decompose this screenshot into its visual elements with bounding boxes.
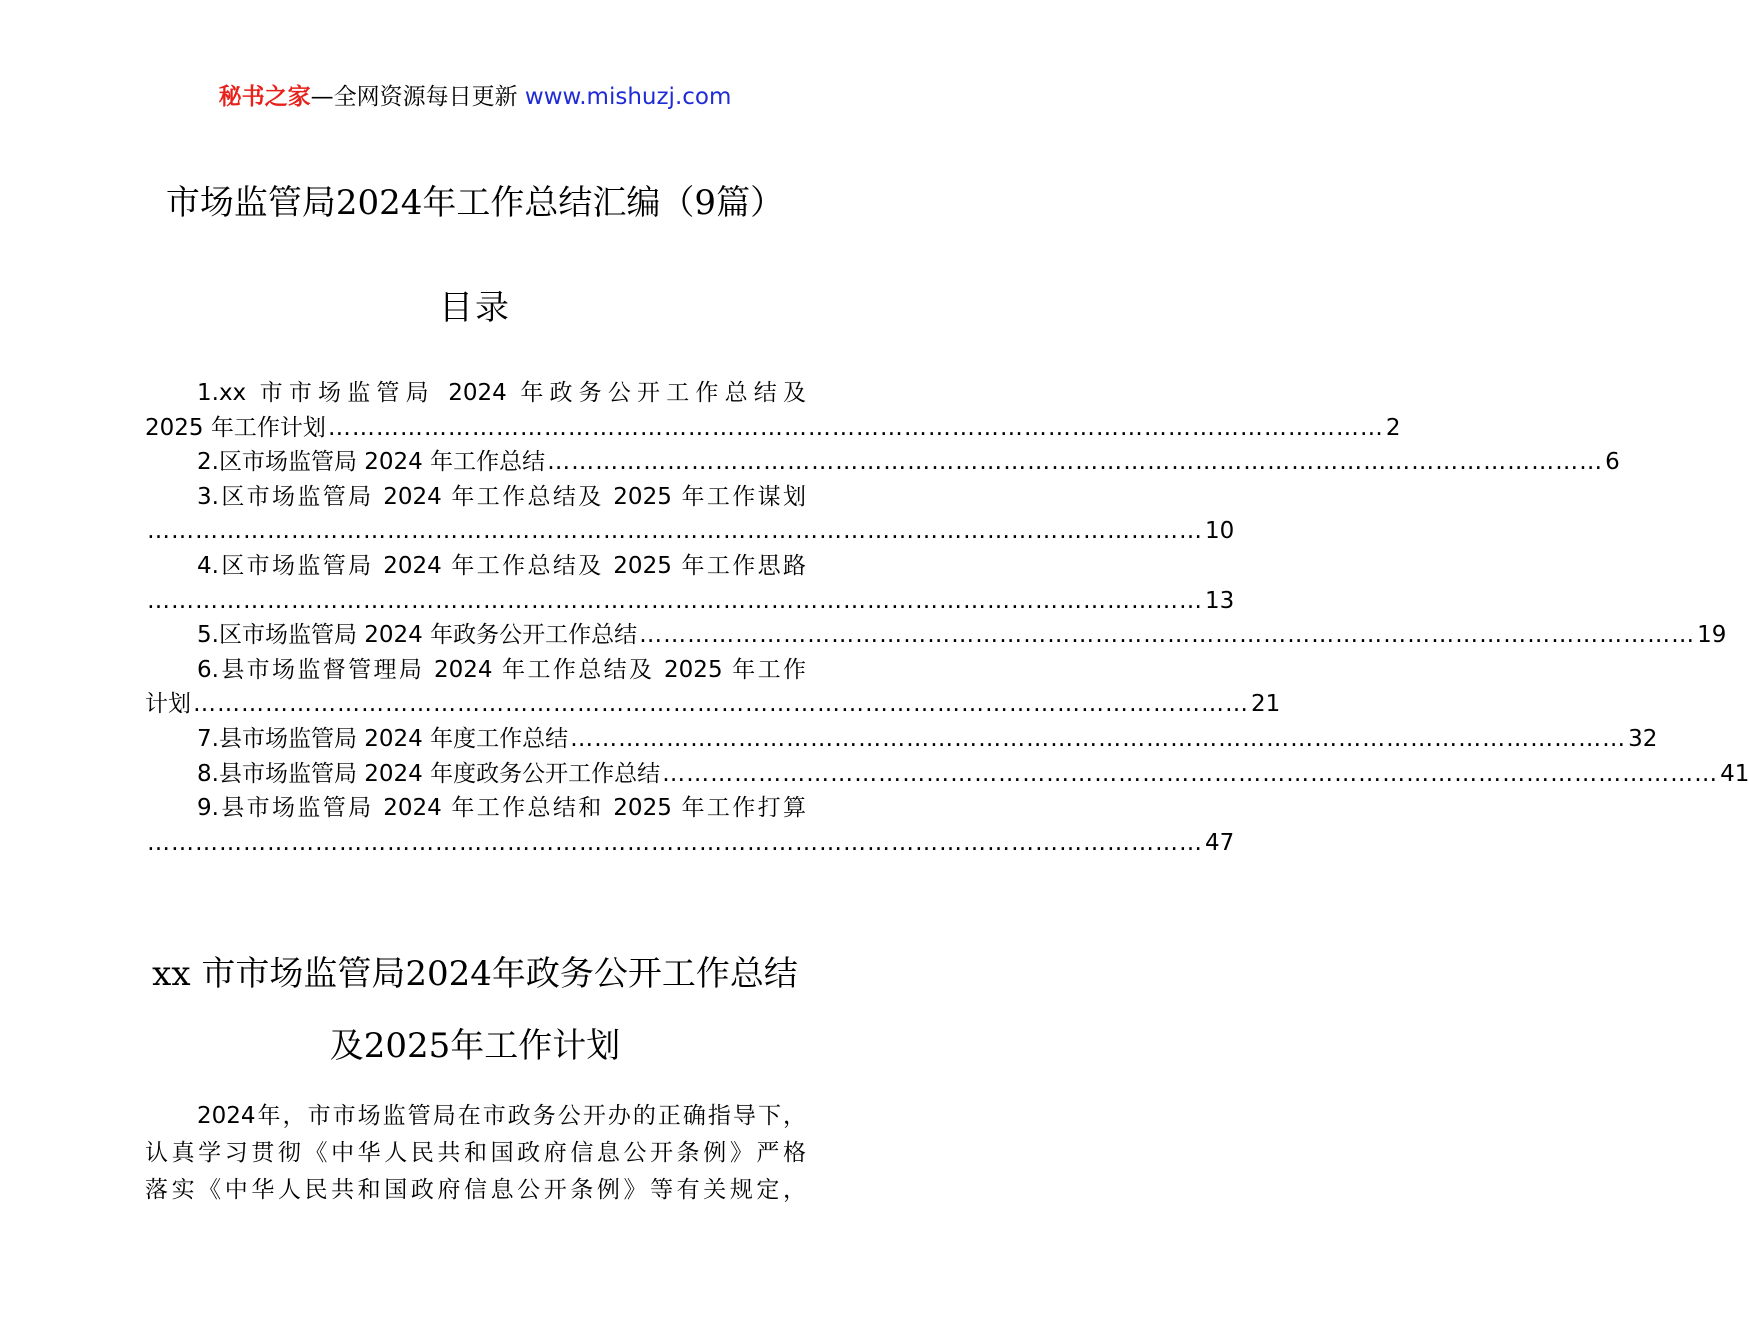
toc-entry-7[interactable] — [145, 722, 1658, 757]
toc-leader-dots: …………………………………………………………………………………………………………………… — [147, 518, 1203, 545]
toc-page-number: 47 — [1205, 829, 1235, 856]
site-header — [0, 80, 950, 114]
toc-entry-text: 7.县市场监管局 2024 年度工作总结 — [197, 725, 569, 752]
toc-page-number: 21 — [1251, 691, 1281, 718]
toc-leader-dots: …………………………………………………………………………………………………………………… — [662, 760, 1719, 787]
document-title: 市场监管局2024年工作总结汇编（9篇） — [165, 183, 785, 223]
toc-page-number: 32 — [1628, 725, 1658, 752]
toc-page-number: 6 — [1605, 449, 1620, 476]
toc-entry-text: 6.县市场监督管理局 2024 年工作总结及 2025 年工作 — [197, 656, 806, 683]
toc-entry-6[interactable] — [145, 653, 1281, 722]
toc-leader-dots: …………………………………………………………………………………………………………………… — [570, 725, 1627, 752]
paragraph-line: 2024年，市市场监管局在市政务公开办的正确指导下， — [197, 1103, 806, 1129]
site-tagline: —全网资源每日更新 — [310, 84, 518, 110]
site-url-link[interactable]: www.mishuzj.com — [524, 84, 732, 110]
paragraph-line: 认真学习贯彻《中华人民共和国政府信息公开条例》严格 — [145, 1140, 806, 1166]
toc-entry-1[interactable] — [145, 376, 1401, 445]
toc-entry-text-cont: 2025 年工作计划 — [145, 414, 326, 441]
toc-entry-8[interactable] — [145, 757, 1749, 792]
toc-entry-3[interactable] — [145, 480, 1235, 549]
toc-page-number: 19 — [1697, 622, 1727, 649]
toc-entry-text: 3.区市场监管局 2024 年工作总结及 2025 年工作谋划 — [197, 483, 806, 510]
article-body — [145, 1098, 806, 1209]
toc-leader-dots: …………………………………………………………………………………………………………………… — [639, 622, 1696, 649]
toc-entry-5[interactable] — [145, 618, 1727, 653]
toc-leader-dots: …………………………………………………………………………………………………………………… — [547, 449, 1604, 476]
table-of-contents — [145, 376, 1749, 860]
toc-entry-9[interactable] — [145, 791, 1235, 860]
toc-entry-text: 1.xx 市市场监管局 2024 年政务公开工作总结及 — [197, 380, 806, 406]
toc-entry-text: 5.区市场监管局 2024 年政务公开工作总结 — [197, 622, 638, 649]
article-title-line: 及2025年工作计划 — [329, 1026, 621, 1066]
toc-page-number: 41 — [1720, 760, 1749, 787]
toc-entry-2[interactable] — [145, 445, 1620, 480]
toc-entry-text: 9.县市场监管局 2024 年工作总结和 2025 年工作打算 — [197, 795, 806, 822]
toc-leader-dots: …………………………………………………………………………………………………………………… — [147, 829, 1203, 856]
toc-leader-dots: …………………………………………………………………………………………………………………… — [147, 587, 1203, 614]
article-title-line: xx 市市场监管局2024年政务公开工作总结 — [152, 954, 798, 994]
toc-page-number: 13 — [1205, 587, 1235, 614]
toc-entry-text: 8.县市场监管局 2024 年度政务公开工作总结 — [197, 760, 661, 787]
toc-page-number: 10 — [1205, 518, 1235, 545]
site-brand: 秘书之家 — [218, 84, 311, 110]
toc-leader-dots: …………………………………………………………………………………………………………………… — [327, 414, 1384, 441]
toc-heading: 目录 — [439, 288, 511, 328]
toc-page-number: 2 — [1385, 414, 1401, 441]
toc-entry-text: 4.区市场监管局 2024 年工作总结及 2025 年工作思路 — [197, 552, 806, 579]
toc-entry-text-cont: 计划 — [145, 691, 191, 718]
toc-entry-text: 2.区市场监管局 2024 年工作总结 — [197, 449, 546, 476]
paragraph-line: 落实《中华人民共和国政府信息公开条例》等有关规定， — [145, 1177, 806, 1203]
toc-leader-dots: …………………………………………………………………………………………………………………… — [193, 691, 1249, 718]
article-title — [0, 938, 950, 1082]
toc-entry-4[interactable] — [145, 549, 1235, 618]
